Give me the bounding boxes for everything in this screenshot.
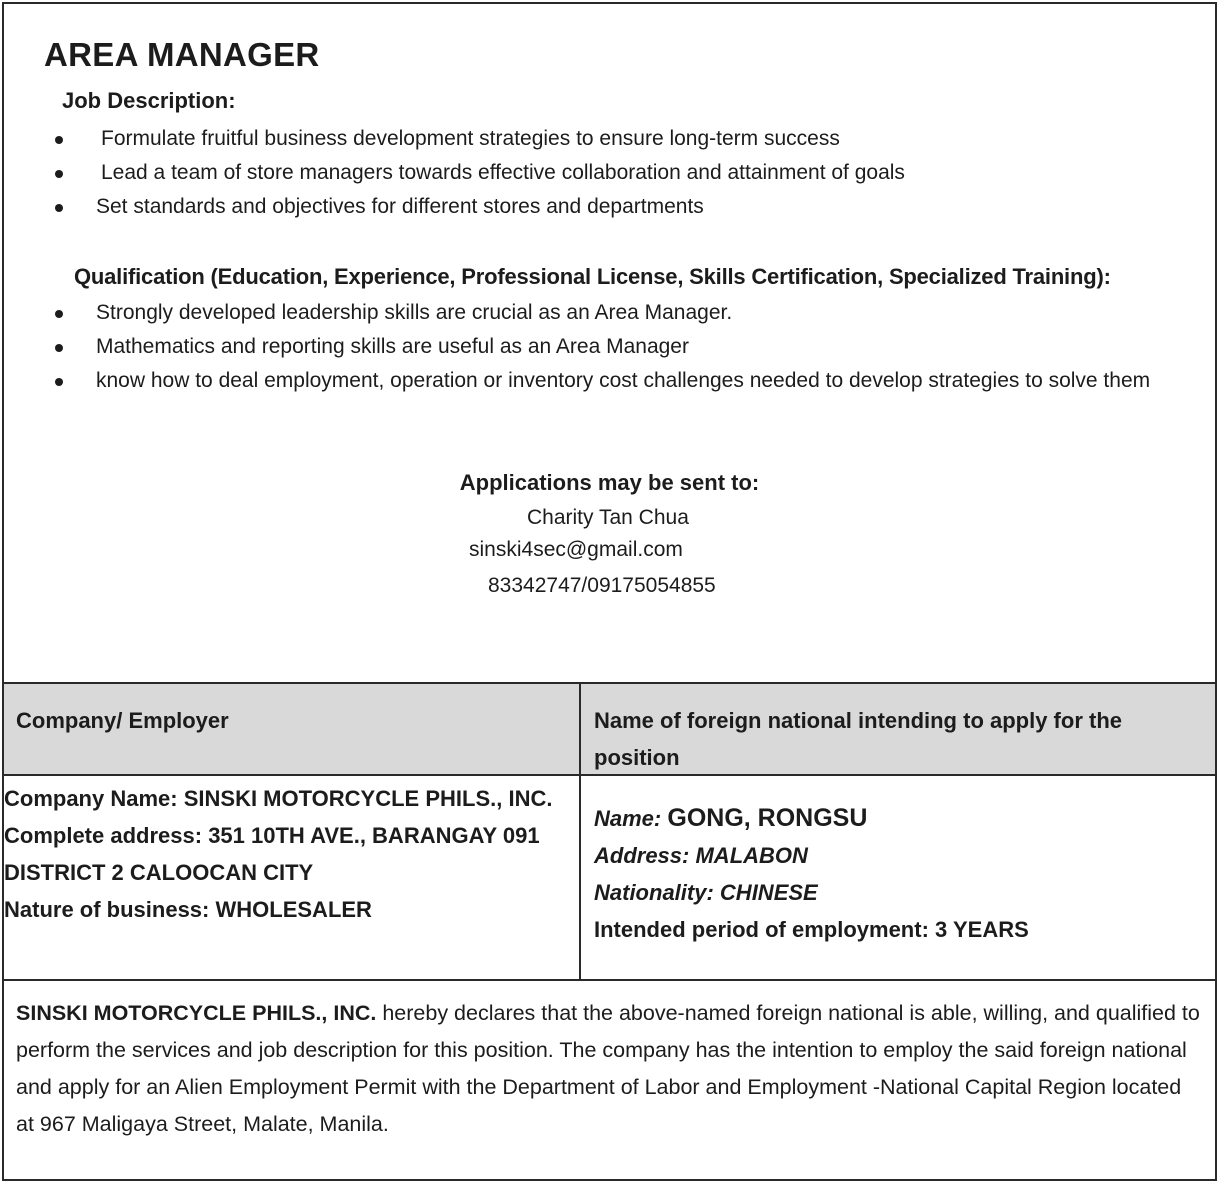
foreign-national-cell [594, 800, 1029, 948]
company-address-line2: DISTRICT 2 CALOOCAN CITY [4, 860, 314, 885]
fn-address-row [594, 837, 1029, 874]
bullet-icon [55, 310, 63, 318]
employer-table [4, 682, 1215, 981]
application-heading: Applications may be sent to: [459, 470, 760, 495]
list-item [4, 156, 1215, 190]
header-company-employer: Company/ Employer [16, 708, 229, 733]
job-description-list [4, 122, 1215, 224]
fn-address: MALABON [695, 843, 808, 868]
company-details-cell [4, 780, 552, 928]
contact-phone: 83342747/09175054855 [488, 574, 716, 597]
company-name: SINSKI MOTORCYCLE PHILS., INC. [183, 786, 553, 811]
company-nature-row [4, 891, 552, 928]
fn-period: 3 YEARS [935, 917, 1029, 942]
fn-name-label: Name: [594, 806, 662, 831]
job-posting [2, 2, 1217, 1181]
declaration-company: SINSKI MOTORCYCLE PHILS., INC. [16, 1001, 377, 1025]
list-item [4, 296, 1215, 330]
declaration-paragraph [16, 995, 1201, 1143]
declaration-text: hereby declares that the above-named foreign national is able, willing, and qualified to perform the services and job description for this position. The company has the intention to employ the said foreign national and apply for an Alien Employment Permit with the Department of Labor and Employment -National Capital Region located at 967 Maligaya Street, Malate, Manila. [16, 1001, 1200, 1136]
nature-value: WHOLESALER [215, 897, 372, 922]
company-address-label: Complete address: [4, 823, 203, 848]
nature-label: Nature of business: [4, 897, 210, 922]
contact-email: sinski4sec@gmail.com [469, 538, 683, 561]
bullet-icon [55, 344, 63, 352]
job-details-section [4, 4, 1215, 682]
fn-nationality-row [594, 874, 1029, 911]
list-item-text: know how to deal employment, operation or inventory cost challenges needed to develop strategies to solve them [96, 369, 1151, 392]
header-foreign-national: Name of foreign national intending to apply for the position [594, 708, 1122, 770]
list-item [4, 122, 1215, 156]
list-item [4, 190, 1215, 224]
company-address-line1: 351 10TH AVE., BARANGAY 091 [208, 823, 540, 848]
qualification-heading: Qualification (Education, Experience, Professional License, Skills Certification, Specialized Training): [74, 264, 1111, 289]
list-item-text: Set standards and objectives for different stores and departments [96, 195, 704, 218]
fn-nationality-label: Nationality: [594, 880, 714, 905]
job-description-heading: Job Description: [62, 88, 236, 113]
column-divider [579, 684, 581, 979]
job-title: AREA MANAGER [44, 36, 320, 73]
fn-name-row [594, 800, 1029, 837]
bullet-icon [55, 378, 63, 386]
fn-address-label: Address: [594, 843, 690, 868]
list-item [4, 330, 1215, 364]
qualification-list [4, 296, 1215, 397]
contact-name: Charity Tan Chua [527, 506, 689, 529]
bullet-icon [55, 204, 63, 212]
fn-nationality: CHINESE [719, 880, 818, 905]
company-address-row [4, 817, 552, 854]
bullet-icon [55, 170, 63, 178]
bullet-icon [55, 136, 63, 144]
company-name-label: Company Name: [4, 786, 178, 811]
company-name-row [4, 780, 552, 817]
list-item-text: Lead a team of store managers towards effective collaboration and attainment of goals [101, 161, 905, 184]
list-item-text: Formulate fruitful business development strategies to ensure long-term success [101, 127, 840, 150]
fn-period-row [594, 911, 1029, 948]
list-item-text: Strongly developed leadership skills are crucial as an Area Manager. [96, 301, 733, 324]
fn-period-label: Intended period of employment: [594, 917, 929, 942]
list-item [4, 364, 1215, 397]
fn-name: GONG, RONGSU [667, 804, 868, 832]
list-item-text: Mathematics and reporting skills are useful as an Area Manager [96, 335, 689, 358]
